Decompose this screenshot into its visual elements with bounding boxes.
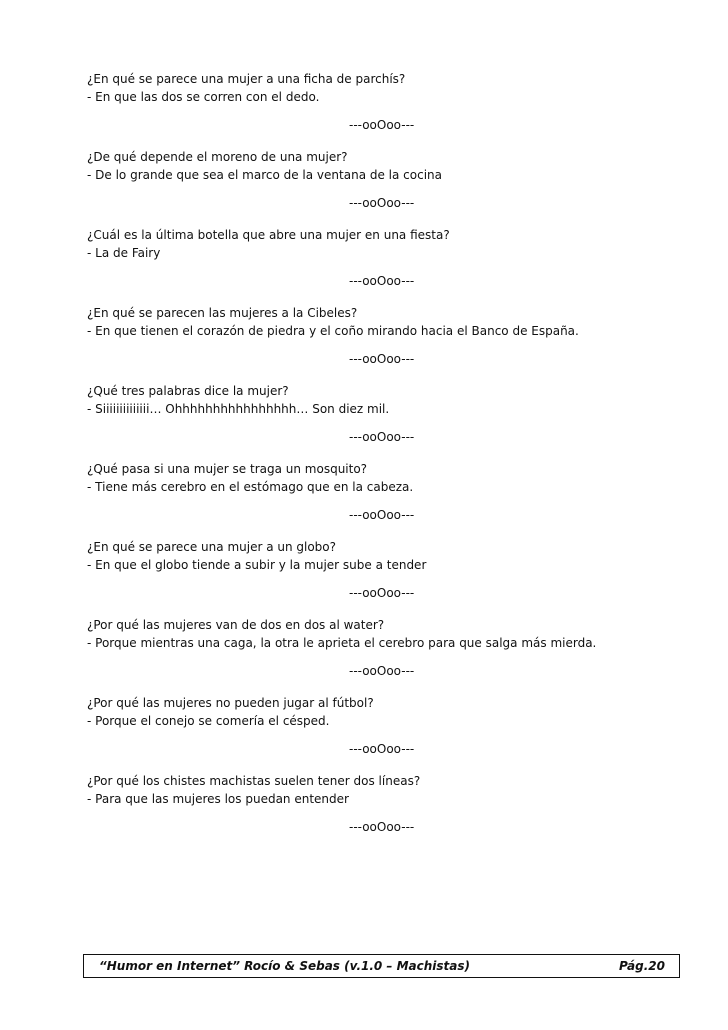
joke-answer: - En que las dos se corren con el dedo. [87,90,320,104]
joke-block [87,538,687,574]
separator: ---ooOoo--- [349,742,415,756]
document-body [87,70,687,850]
joke-block [87,226,687,262]
separator: ---ooOoo--- [349,196,415,210]
joke-question: ¿Por qué las mujeres no pueden jugar al fútbol? [87,696,374,710]
joke-question: ¿Qué pasa si una mujer se traga un mosquito? [87,462,368,476]
joke-block [87,382,687,418]
separator: ---ooOoo--- [349,508,415,522]
joke-question: ¿Por qué las mujeres van de dos en dos al water? [87,618,385,632]
separator: ---ooOoo--- [349,118,415,132]
joke-answer: - La de Fairy [87,246,161,260]
joke-question: ¿En qué se parece una mujer a un globo? [87,540,337,554]
separator: ---ooOoo--- [349,586,415,600]
joke-answer: - En que tienen el corazón de piedra y el coño mirando hacia el Banco de España. [87,324,579,338]
footer-title: “Humor en Internet” Rocío & Sebas (v.1.0 – Machistas) [99,959,471,973]
separator: ---ooOoo--- [349,664,415,678]
page-footer [83,954,680,978]
joke-answer: - Siiiiiiiiiiiiii… Ohhhhhhhhhhhhhhhh… Son diez mil. [87,402,390,416]
separator: ---ooOoo--- [349,274,415,288]
joke-question: ¿En qué se parece una mujer a una ficha de parchís? [87,72,406,86]
joke-answer: - De lo grande que sea el marco de la ventana de la cocina [87,168,443,182]
joke-block [87,148,687,184]
joke-block [87,70,687,106]
joke-block [87,772,687,808]
joke-answer: - Para que las mujeres los puedan entender [87,792,349,806]
joke-block [87,616,687,652]
joke-answer: - Tiene más cerebro en el estómago que en la cabeza. [87,480,414,494]
joke-question: ¿Cuál es la última botella que abre una mujer en una fiesta? [87,228,450,242]
joke-block [87,694,687,730]
joke-block [87,304,687,340]
joke-question: ¿Qué tres palabras dice la mujer? [87,384,289,398]
joke-question: ¿En qué se parecen las mujeres a la Cibeles? [87,306,358,320]
joke-answer: - Porque mientras una caga, la otra le aprieta el cerebro para que salga más mierda. [87,636,597,650]
joke-answer: - En que el globo tiende a subir y la mujer sube a tender [87,558,427,572]
joke-question: ¿Por qué los chistes machistas suelen tener dos líneas? [87,774,421,788]
separator: ---ooOoo--- [349,820,415,834]
separator: ---ooOoo--- [349,430,415,444]
joke-block [87,460,687,496]
page-number: Pág.20 [619,959,665,973]
separator: ---ooOoo--- [349,352,415,366]
joke-question: ¿De qué depende el moreno de una mujer? [87,150,348,164]
joke-answer: - Porque el conejo se comería el césped. [87,714,330,728]
